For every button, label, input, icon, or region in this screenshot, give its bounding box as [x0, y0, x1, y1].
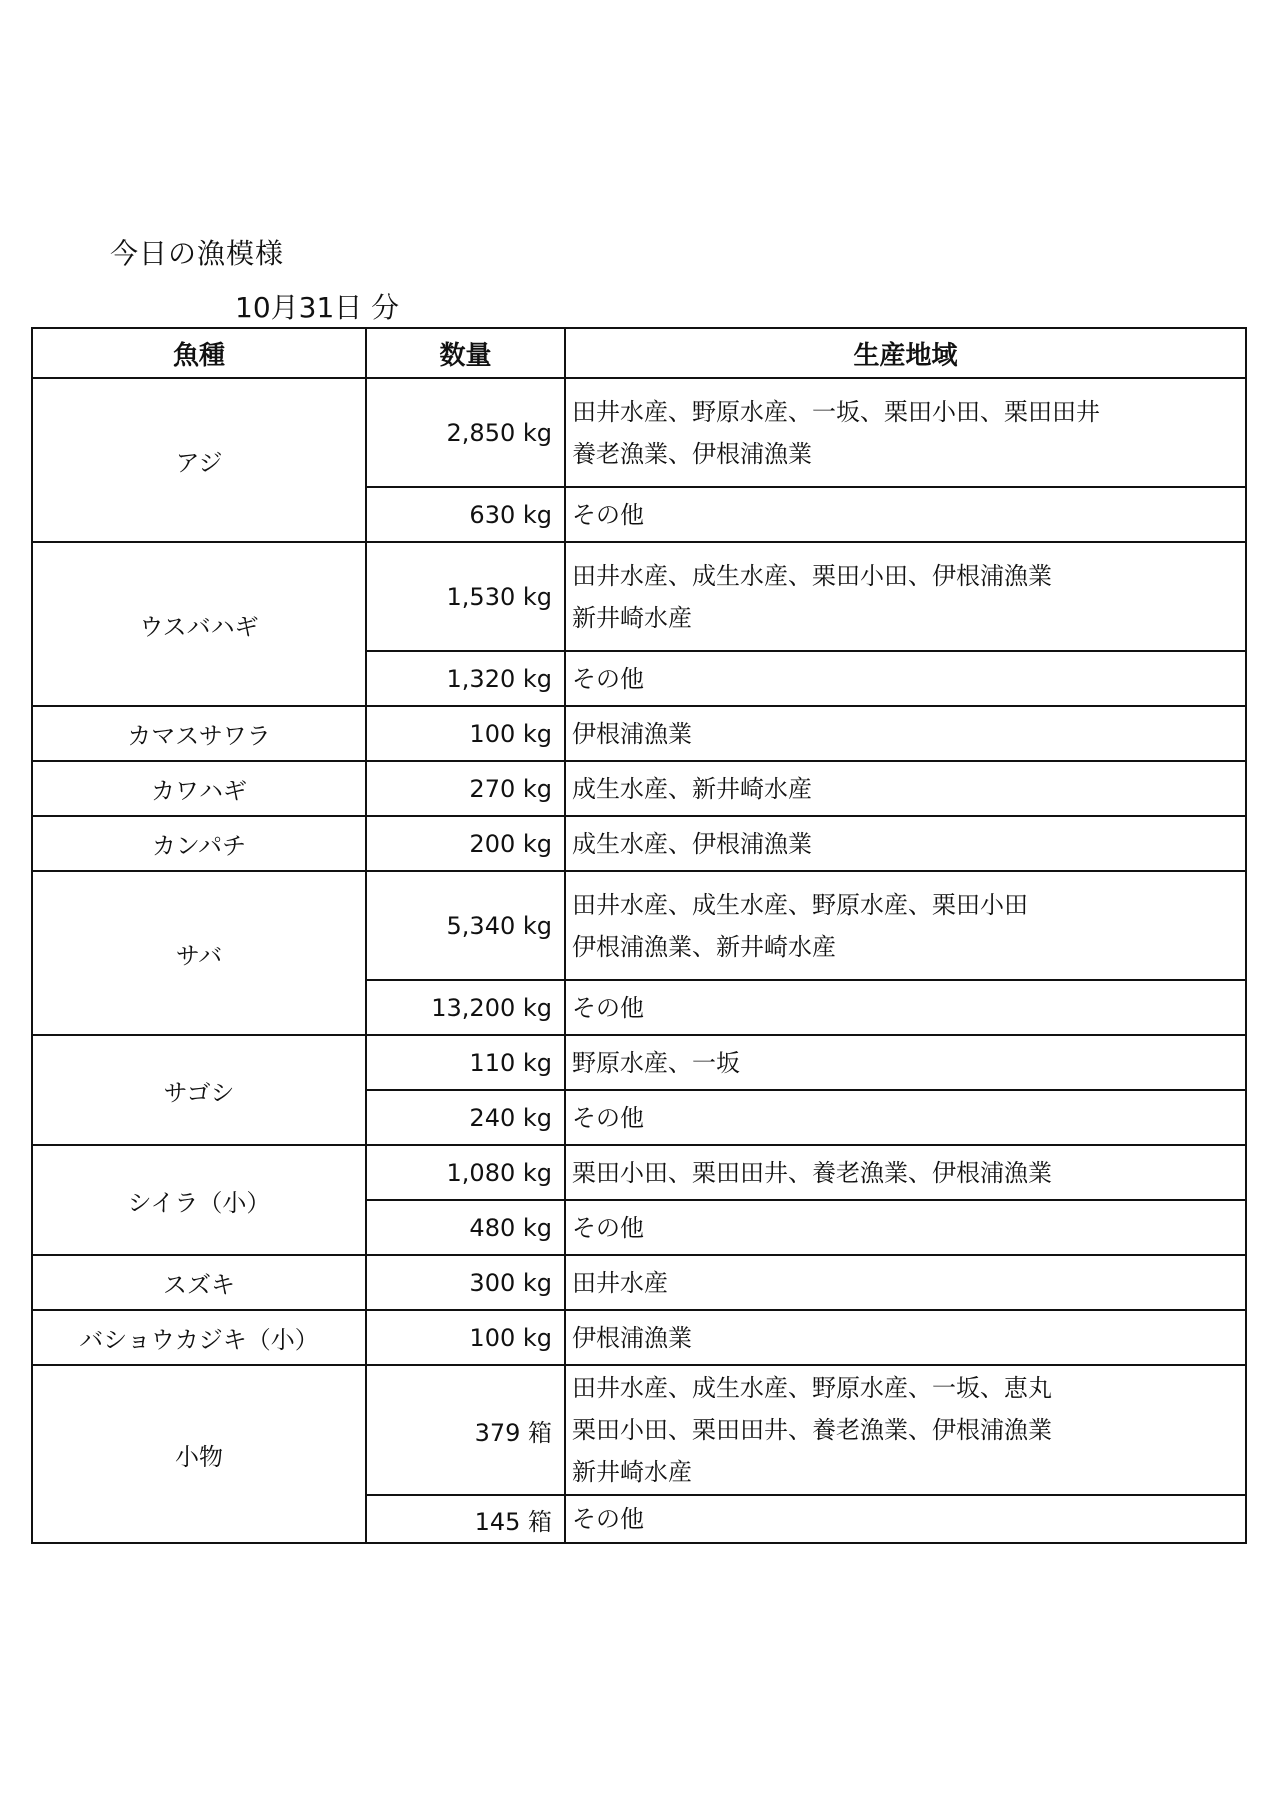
region-line: 田井水産、成生水産、野原水産、一坂、恵丸	[572, 1374, 1052, 1402]
quantity-cell: 240 kg	[366, 1090, 565, 1145]
region-line: 栗田小田、栗田田井、養老漁業、伊根浦漁業	[572, 1416, 1052, 1444]
region-line: 新井崎水産	[572, 603, 692, 632]
region-line: その他	[572, 1103, 644, 1132]
fish-name-cell: アジ	[32, 378, 366, 542]
table-row	[32, 761, 1246, 816]
quantity-cell: 379 箱	[366, 1365, 565, 1495]
fish-name-cell: バショウカジキ（小）	[32, 1310, 366, 1365]
table-body	[32, 378, 1246, 1543]
region-line: 田井水産、野原水産、一坂、栗田小田、栗田田井	[572, 397, 1100, 426]
catch-table	[31, 327, 1247, 1544]
region-cell	[565, 542, 1246, 651]
region-cell	[565, 1495, 1246, 1543]
region-cell	[565, 487, 1246, 542]
region-line: 伊根浦漁業、新井崎水産	[572, 932, 836, 961]
quantity-cell: 300 kg	[366, 1255, 565, 1310]
table-row	[32, 542, 1246, 651]
fish-name-cell: カマスサワラ	[32, 706, 366, 761]
table-row	[32, 816, 1246, 871]
fish-name-cell: シイラ（小）	[32, 1145, 366, 1255]
fish-name-cell: サバ	[32, 871, 366, 1035]
region-cell	[565, 1200, 1246, 1255]
header-quantity: 数量	[366, 328, 565, 378]
region-line: その他	[572, 664, 644, 693]
region-line: 伊根浦漁業	[572, 719, 692, 748]
region-line: 成生水産、新井崎水産	[572, 774, 812, 803]
table-header-row	[32, 328, 1246, 378]
region-line: その他	[572, 1213, 644, 1242]
region-cell	[565, 761, 1246, 816]
region-line: 新井崎水産	[572, 1458, 692, 1486]
region-line: 野原水産、一坂	[572, 1048, 740, 1077]
fish-name-cell: スズキ	[32, 1255, 366, 1310]
region-line: 田井水産	[572, 1268, 668, 1297]
region-line: 伊根浦漁業	[572, 1323, 692, 1352]
region-cell	[565, 1090, 1246, 1145]
table-row	[32, 378, 1246, 487]
table-row	[32, 1365, 1246, 1495]
date-label: 10月31日 分	[235, 291, 400, 324]
region-line: その他	[572, 993, 644, 1022]
quantity-cell: 13,200 kg	[366, 980, 565, 1035]
region-line: 田井水産、成生水産、栗田小田、伊根浦漁業	[572, 561, 1052, 590]
region-cell	[565, 1365, 1246, 1495]
quantity-cell: 480 kg	[366, 1200, 565, 1255]
quantity-cell: 110 kg	[366, 1035, 565, 1090]
quantity-cell: 200 kg	[366, 816, 565, 871]
fish-name-cell: カワハギ	[32, 761, 366, 816]
quantity-cell: 145 箱	[366, 1495, 565, 1543]
quantity-cell: 5,340 kg	[366, 871, 565, 980]
fish-name-cell: カンパチ	[32, 816, 366, 871]
table-row	[32, 1035, 1246, 1090]
region-line: 栗田小田、栗田田井、養老漁業、伊根浦漁業	[572, 1158, 1052, 1187]
region-cell	[565, 1145, 1246, 1200]
table-row	[32, 1255, 1246, 1310]
quantity-cell: 100 kg	[366, 1310, 565, 1365]
table-row	[32, 871, 1246, 980]
header-fish: 魚種	[32, 328, 366, 378]
fish-name-cell: サゴシ	[32, 1035, 366, 1145]
quantity-cell: 630 kg	[366, 487, 565, 542]
region-cell	[565, 706, 1246, 761]
region-line: 田井水産、成生水産、野原水産、栗田小田	[572, 890, 1028, 919]
region-line: その他	[572, 500, 644, 529]
quantity-cell: 270 kg	[366, 761, 565, 816]
region-cell	[565, 1310, 1246, 1365]
region-cell	[565, 871, 1246, 980]
quantity-cell: 100 kg	[366, 706, 565, 761]
region-cell	[565, 1255, 1246, 1310]
fish-name-cell: 小物	[32, 1365, 366, 1543]
page-title: 今日の漁模様	[110, 237, 285, 270]
region-cell	[565, 1035, 1246, 1090]
region-cell	[565, 816, 1246, 871]
region-cell	[565, 980, 1246, 1035]
quantity-cell: 1,320 kg	[366, 651, 565, 706]
region-line: 成生水産、伊根浦漁業	[572, 829, 812, 858]
region-cell	[565, 651, 1246, 706]
quantity-cell: 1,080 kg	[366, 1145, 565, 1200]
quantity-cell: 2,850 kg	[366, 378, 565, 487]
table-row	[32, 706, 1246, 761]
region-cell	[565, 378, 1246, 487]
region-line: その他	[572, 1505, 644, 1533]
table-row	[32, 1310, 1246, 1365]
region-line: 養老漁業、伊根浦漁業	[572, 439, 812, 468]
fish-name-cell: ウスバハギ	[32, 542, 366, 706]
header-region: 生産地域	[565, 328, 1246, 378]
quantity-cell: 1,530 kg	[366, 542, 565, 651]
table-row	[32, 1145, 1246, 1200]
